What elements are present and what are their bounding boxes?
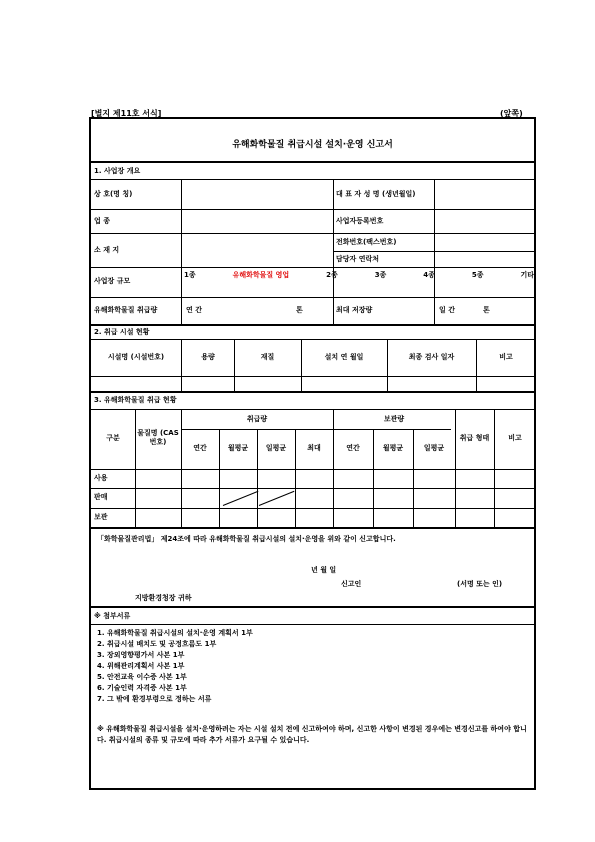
sub-col: 최대	[307, 443, 321, 452]
divider	[333, 251, 534, 252]
section-3-title: 3. 유해화학물질 취급 현황	[94, 396, 177, 404]
sub-col: 연간	[193, 443, 207, 452]
label-max-storage: 최대 저장량	[336, 305, 373, 314]
label-address: 소 재 지	[94, 245, 120, 254]
scale-option[interactable]: 기타	[520, 270, 534, 279]
col-capacity: 용량	[201, 352, 215, 361]
attachment-list	[97, 628, 528, 705]
grid-line	[301, 339, 302, 391]
divider	[91, 527, 534, 529]
row-label: 사용	[94, 474, 108, 482]
scale-options	[184, 268, 534, 282]
attachment-item: 2. 취급시설 배치도 및 공정흐름도 1부	[97, 640, 217, 648]
section-1-title: 1. 사업장 개요	[94, 167, 141, 175]
grid-line	[413, 429, 414, 527]
section-2-title: 2. 취급 시설 현황	[94, 328, 150, 336]
grid-line	[219, 429, 220, 527]
col-substance: 물질명 (CAS 번호)	[137, 429, 179, 446]
grid-line	[257, 429, 258, 527]
label-representative: 대 표 자 성 명 (생년월일)	[336, 189, 416, 198]
divider	[91, 391, 534, 393]
scale-option[interactable]: 3종	[374, 270, 387, 279]
date-line: 년 월 일	[311, 565, 337, 574]
signature-mark[interactable]: (서명 또는 인)	[457, 579, 503, 588]
group-handling: 취급량	[246, 414, 268, 423]
unit-ton: 톤	[296, 305, 303, 314]
grid-line	[455, 409, 456, 527]
page-side-tag: (앞쪽)	[500, 109, 523, 118]
scale-option[interactable]: 5종	[471, 270, 484, 279]
label-quantity: 유해화학물질 취급량	[94, 305, 158, 314]
grid-line	[333, 409, 334, 527]
divider	[181, 429, 451, 430]
label-industry: 업 종	[94, 216, 110, 225]
sub-col: 월평균	[227, 443, 249, 452]
attachment-item: 7. 그 밖에 환경부령으로 정하는 서류	[97, 695, 212, 703]
diagonal-mark	[223, 491, 259, 506]
sub-col: 월평균	[382, 443, 404, 452]
divider	[91, 376, 534, 377]
row-label: 보관	[94, 513, 108, 521]
divider	[91, 409, 534, 410]
label-business-no: 사업자등록번호	[336, 216, 384, 225]
col-form: 취급 형태	[459, 433, 490, 442]
unit-ton: 톤	[483, 305, 490, 314]
divider	[91, 508, 534, 509]
grid-line	[434, 297, 435, 324]
diagonal-mark	[259, 491, 295, 506]
grid-line	[373, 429, 374, 527]
scale-option[interactable]: 1종	[184, 270, 196, 279]
group-storage: 보관량	[383, 414, 405, 423]
divider	[91, 161, 534, 163]
grid-line	[494, 409, 495, 527]
attachments-title: ※ 첨부서류	[94, 612, 131, 620]
attachment-item: 3. 장외영향평가서 사본 1부	[97, 651, 185, 659]
daily-label: 일 간	[439, 305, 455, 314]
sub-col: 일평균	[265, 443, 287, 452]
grid-line	[295, 429, 296, 527]
sub-col: 연간	[346, 443, 360, 452]
col-remarks: 비고	[499, 352, 513, 361]
divider	[91, 179, 534, 180]
grid-line	[181, 409, 182, 527]
divider	[91, 469, 534, 470]
scale-option[interactable]: 4종	[423, 270, 435, 279]
col-facility: 시설명 (시설번호)	[107, 352, 165, 361]
col-install-date: 설치 연 월일	[324, 352, 364, 361]
grid-line	[476, 339, 477, 391]
grid-line	[387, 339, 388, 391]
scale-option[interactable]: 2종	[326, 270, 338, 279]
signer-label: 신고인	[341, 579, 362, 588]
grid-line	[181, 179, 182, 324]
divider	[91, 324, 534, 326]
attachment-item: 1. 유해화학물질 취급시설의 설치·운영 계획서 1부	[97, 629, 253, 637]
attachment-item: 6. 기술인력 자격증 사본 1부	[97, 684, 187, 692]
row-label: 판매	[94, 493, 108, 501]
grid-line	[333, 297, 334, 324]
form-title: 유해화학물질 취급시설 설치·운영 신고서	[232, 140, 393, 150]
divider	[91, 488, 534, 489]
attachment-item: 5. 안전교육 이수증 사본 1부	[97, 673, 187, 681]
form-frame	[89, 117, 536, 790]
form-number: [별지 제11호 서식]	[91, 109, 162, 118]
addressee: 지방환경청장 귀하	[135, 593, 192, 602]
col-inspection: 최종 검사 일자	[408, 352, 455, 361]
grid-line	[181, 339, 182, 391]
col-material: 재질	[260, 352, 275, 361]
sub-col: 일평균	[423, 443, 445, 452]
divider	[91, 606, 534, 608]
col-note: 비고	[508, 433, 522, 442]
grid-line	[234, 339, 235, 391]
label-company: 상 호(명 칭)	[94, 189, 133, 198]
annual-label: 연 간	[186, 305, 202, 314]
divider	[91, 339, 534, 340]
grid-line	[135, 409, 136, 527]
footnote-text: ※ 유해화학물질 취급시설을 설치·운영하려는 자는 시설 설치 전에 신고하여야 하며, 신고한 사항이 변경된 경우에는 변경신고를 하여야 합니다. 취급시설의 종류 및 규모에 따라 추가 서류가 요구될 수 있습니다.	[97, 725, 527, 744]
attachment-item: 4. 위해관리계획서 사본 1부	[97, 662, 185, 670]
label-contact: 담당자 연락처	[336, 254, 380, 263]
declaration-text: 「화학물질관리법」 제24조에 따라 유해화학물질 취급시설의 설치·운영을 위와 같이 신고합니다.	[97, 535, 396, 543]
divider	[91, 624, 534, 625]
label-phone: 전화번호(팩스번호)	[336, 237, 397, 246]
col-kind: 구분	[106, 433, 120, 442]
scale-option-highlight[interactable]: 유해화학물질 영업	[232, 270, 290, 279]
label-scale: 사업장 규모	[94, 276, 131, 285]
